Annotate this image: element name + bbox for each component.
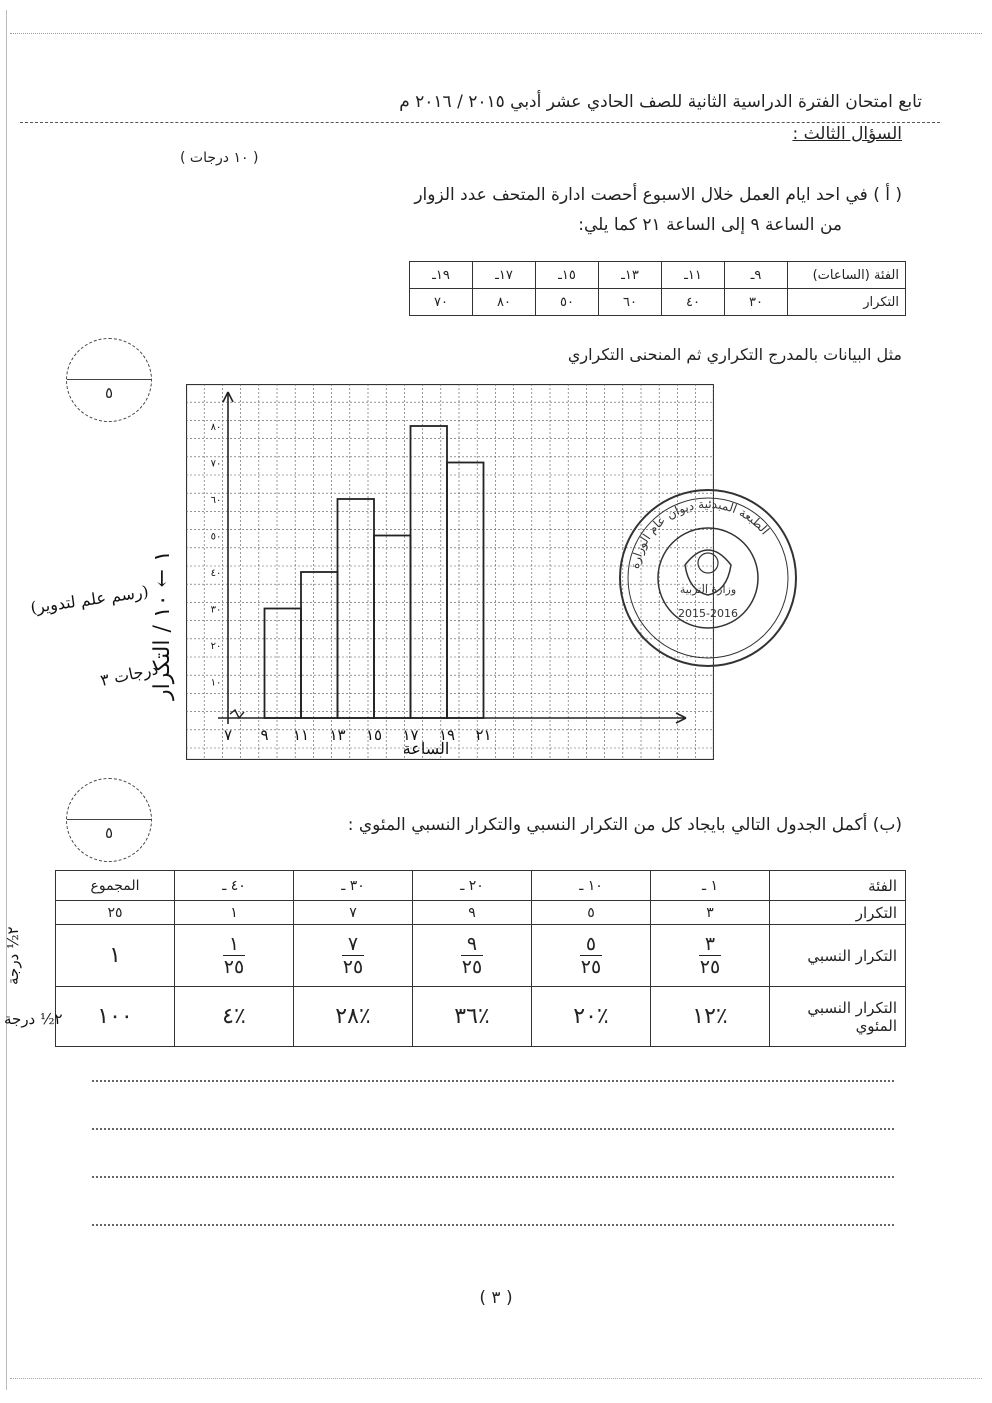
table-cell: ٣٠ xyxy=(725,289,788,316)
pct-value: ٪٤ xyxy=(222,1004,246,1029)
row-label: التكرار النسبي xyxy=(770,925,906,987)
x-axis-label: الساعة xyxy=(402,739,450,758)
table-row xyxy=(56,987,906,1047)
fraction xyxy=(461,934,483,977)
table-row xyxy=(56,925,906,987)
table-cell: ١٧ـ xyxy=(473,262,536,289)
pct-value: ٪٣٦ xyxy=(454,1004,490,1029)
table-cell: ٩ xyxy=(413,901,532,925)
histogram-bar xyxy=(265,609,302,719)
fraction-denominator: ٢٥ xyxy=(223,956,245,978)
score-value: ٥ xyxy=(104,824,114,842)
table-cell: ١٠ ـ xyxy=(532,871,651,901)
table-cell xyxy=(294,925,413,987)
y-tick-label: ٨٠ xyxy=(210,422,222,433)
y-tick-label: ٧٠ xyxy=(210,458,222,470)
fraction xyxy=(699,934,721,977)
part-a-line-1: ( أ ) في احد ايام العمل خلال الاسبوع أحصت ادارة المتحف عدد الزوار xyxy=(414,185,902,205)
table-cell: ٥ xyxy=(532,901,651,925)
handwritten-marks-note: درجات ٣ xyxy=(98,659,160,690)
row-label: التكرار النسبي المئوي xyxy=(770,987,906,1047)
table-cell: ١٥ـ xyxy=(536,262,599,289)
table-cell: ١ ـ xyxy=(651,871,770,901)
fraction-numerator: ٩ xyxy=(466,933,478,955)
answer-line xyxy=(92,1224,894,1226)
table-cell xyxy=(651,987,770,1047)
pct-value: ٪١٢ xyxy=(692,1004,728,1029)
y-tick-label: ٣٠ xyxy=(210,604,222,616)
row-label: الفئة xyxy=(770,871,906,901)
table-cell: ٨٠ xyxy=(473,289,536,316)
table-cell: ١٩ـ xyxy=(410,262,473,289)
question-title: السؤال الثالث : xyxy=(792,124,902,144)
table-row xyxy=(410,262,906,289)
table-cell: ٣ xyxy=(651,901,770,925)
histogram-bar xyxy=(447,463,484,719)
table-cell: ٥٠ xyxy=(536,289,599,316)
table-cell xyxy=(651,925,770,987)
part-a-instruction: مثل البيانات بالمدرج التكراري ثم المنحنى التكراري xyxy=(567,345,902,364)
table-row xyxy=(410,289,906,316)
table-cell xyxy=(56,987,175,1047)
fraction xyxy=(223,934,245,977)
table-cell: ٩ـ xyxy=(725,262,788,289)
histogram-bar xyxy=(301,572,338,718)
pct-value: ٪٢٨ xyxy=(335,1004,371,1029)
pct-value: ٪٢٠ xyxy=(573,1004,609,1029)
table-row xyxy=(56,871,906,901)
table-cell: ٧٠ xyxy=(410,289,473,316)
fraction-numerator: ٧ xyxy=(347,933,359,955)
handwritten-y-scale: ١ ← ١٠ / التكرار xyxy=(150,550,175,700)
table-cell xyxy=(413,925,532,987)
table-cell: ٦٠ xyxy=(599,289,662,316)
answer-line xyxy=(92,1176,894,1178)
frequency-table-a xyxy=(409,261,906,316)
y-tick-label: ٤٠ xyxy=(210,568,222,579)
fraction-denominator: ٢٥ xyxy=(461,956,483,978)
bottom-border xyxy=(10,1378,982,1379)
x-tick-label: ٧ xyxy=(223,726,233,744)
answer-line xyxy=(92,1128,894,1130)
row-label: التكرار xyxy=(788,289,906,316)
y-tick-label: ١٠ xyxy=(210,677,222,689)
handwritten-scale-note: (رسم علم لتدوير) xyxy=(29,581,150,618)
answer-line xyxy=(92,1080,894,1082)
score-divider xyxy=(67,819,151,820)
table-cell: المجموع xyxy=(56,871,175,901)
y-tick-label: ٦٠ xyxy=(210,495,222,506)
x-tick-label: ١٩ xyxy=(438,726,456,744)
table-cell: ١٣ـ xyxy=(599,262,662,289)
question-marks: ( ١٠ درجات ) xyxy=(180,150,259,166)
frequency-table-b xyxy=(55,870,906,1047)
table-cell xyxy=(56,925,175,987)
part-a-line-2: من الساعة ٩ إلى الساعة ٢١ كما يلي: xyxy=(578,215,842,235)
table-cell: ٣٠ ـ xyxy=(294,871,413,901)
fraction-numerator: ٥ xyxy=(585,933,597,955)
table-cell xyxy=(175,987,294,1047)
row-label: الفئة (الساعات) xyxy=(788,262,906,289)
x-tick-label: ٢١ xyxy=(475,726,492,744)
top-border xyxy=(10,33,982,34)
table-cell xyxy=(413,987,532,1047)
table-cell: ٢٥ xyxy=(56,901,175,925)
stamp-year: 2015-2016 xyxy=(678,607,738,620)
row-label: التكرار xyxy=(770,901,906,925)
x-tick-label: ١٣ xyxy=(329,726,346,744)
fraction-numerator: ١ xyxy=(228,933,240,955)
fraction-denominator: ٢٥ xyxy=(580,956,602,978)
histogram-bar xyxy=(411,426,448,718)
page-edge xyxy=(6,10,7,1390)
axis-break-icon xyxy=(230,710,244,718)
rel-total: ١ xyxy=(109,943,121,968)
histogram-bar xyxy=(338,499,375,718)
ministry-stamp xyxy=(615,485,801,671)
histogram-bar xyxy=(374,536,411,719)
table-cell: ١ xyxy=(175,901,294,925)
table-cell xyxy=(532,925,651,987)
table-cell xyxy=(294,987,413,1047)
y-tick-label: ٢٠ xyxy=(210,641,222,652)
table-cell xyxy=(175,925,294,987)
part-a-text xyxy=(282,180,902,240)
table-cell xyxy=(532,987,651,1047)
x-tick-label: ٩ xyxy=(260,726,269,744)
fraction xyxy=(580,934,602,977)
handwritten-side-note-pct: ٢½ درجة xyxy=(4,1010,63,1028)
table-cell: ٤٠ ـ xyxy=(175,871,294,901)
table-cell: ٧ xyxy=(294,901,413,925)
pct-value: ١٠٠ xyxy=(97,1004,133,1029)
fraction-numerator: ٣ xyxy=(704,933,716,955)
handwritten-side-note-rel: ٢½ درجة xyxy=(4,926,22,985)
x-tick-label: ١٧ xyxy=(402,726,419,744)
score-value: ٥ xyxy=(104,384,114,402)
score-divider xyxy=(67,379,151,380)
fraction-denominator: ٢٥ xyxy=(699,956,721,978)
table-cell: ٢٠ ـ xyxy=(413,871,532,901)
table-row xyxy=(56,901,906,925)
stamp-ring-text: الطبعة المبدئية ديوان عام الوزارة xyxy=(627,496,773,570)
fraction-denominator: ٢٥ xyxy=(342,956,364,978)
x-tick-label: ١١ xyxy=(292,726,310,744)
part-b-instruction: (ب) أكمل الجدول التالي بايجاد كل من التكرار النسبي والتكرار النسبي المئوي : xyxy=(347,815,902,835)
table-cell: ٤٠ xyxy=(662,289,725,316)
score-circle-b xyxy=(66,778,152,862)
score-circle-a xyxy=(66,338,152,422)
y-tick-label: ٥٠ xyxy=(210,531,222,543)
header-divider xyxy=(20,122,940,123)
stamp-center-text: وزارة التربية xyxy=(679,583,737,596)
x-tick-label: ١٥ xyxy=(365,726,383,744)
page-number: ( ٣ ) xyxy=(479,1288,513,1308)
table-cell: ١١ـ xyxy=(662,262,725,289)
exam-header: تابع امتحان الفترة الدراسية الثانية للصف الحادي عشر أدبي ٢٠١٥ / ٢٠١٦ م xyxy=(399,92,922,112)
fraction xyxy=(342,934,364,977)
